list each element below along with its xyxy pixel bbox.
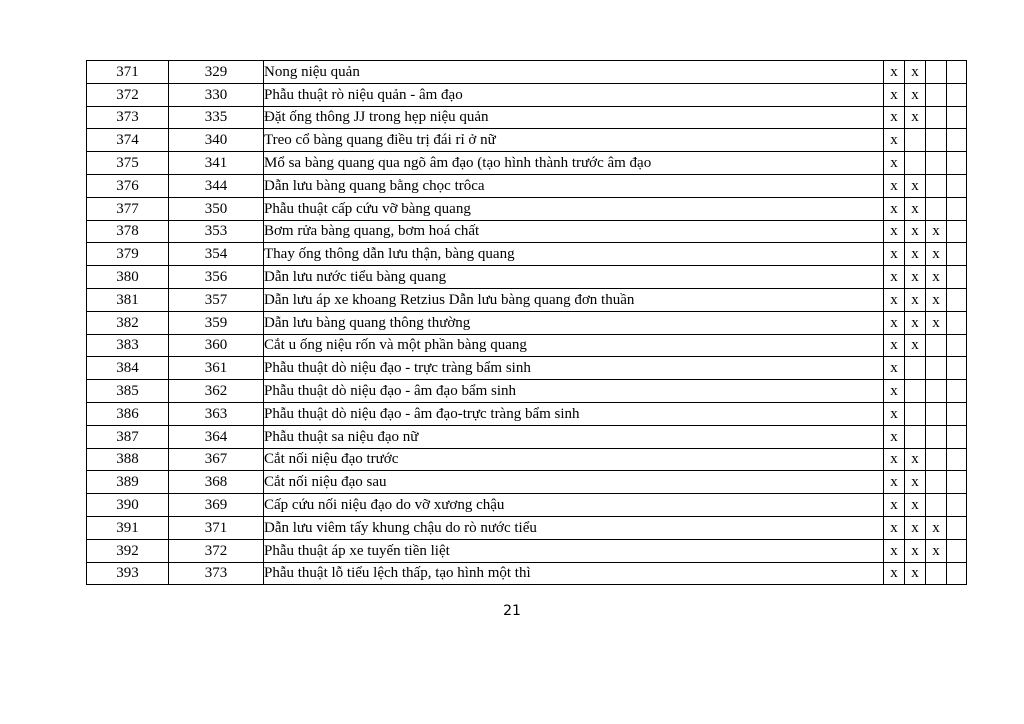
empty-cell [947, 380, 967, 403]
procedure-name-cell: Cấp cứu nối niệu đạo do vỡ xương chậu [264, 494, 884, 517]
mark-cell-2 [905, 106, 926, 129]
procedure-name-cell: Dẫn lưu viêm tấy khung chậu do rò nước tiểu [264, 516, 884, 539]
mark-cell-3 [926, 516, 947, 539]
mark-cell-2 [905, 152, 926, 175]
table-row [87, 197, 967, 220]
procedure-table-body [87, 61, 967, 585]
mark-cell-1 [884, 357, 905, 380]
row-index-cell: 379 [87, 243, 169, 266]
procedure-number-cell: 368 [169, 471, 264, 494]
mark-cell-1 [884, 471, 905, 494]
row-index-cell: 384 [87, 357, 169, 380]
table-row [87, 311, 967, 334]
table-row [87, 220, 967, 243]
mark-value: x [932, 291, 940, 308]
mark-value: x [911, 246, 919, 263]
mark-cell-1 [884, 562, 905, 585]
mark-value: x [890, 337, 898, 354]
empty-cell [947, 266, 967, 289]
mark-value: x [890, 291, 898, 308]
mark-cell-1 [884, 152, 905, 175]
procedure-name-cell: Nong niệu quản [264, 61, 884, 84]
table-row [87, 334, 967, 357]
mark-value: x [890, 474, 898, 491]
page-number: 21 [503, 603, 521, 619]
mark-cell-1 [884, 243, 905, 266]
mark-value: x [932, 314, 940, 331]
empty-cell [947, 448, 967, 471]
mark-cell-3 [926, 197, 947, 220]
procedure-number-cell: 359 [169, 311, 264, 334]
empty-cell [947, 494, 967, 517]
mark-cell-1 [884, 539, 905, 562]
mark-cell-3 [926, 174, 947, 197]
procedure-number-cell: 357 [169, 288, 264, 311]
mark-cell-1 [884, 106, 905, 129]
mark-value: x [890, 246, 898, 263]
table-row [87, 425, 967, 448]
mark-value: x [911, 474, 919, 491]
row-index-cell: 371 [87, 61, 169, 84]
mark-value: x [890, 428, 898, 445]
procedure-number-cell: 353 [169, 220, 264, 243]
procedure-number-cell: 362 [169, 380, 264, 403]
mark-cell-1 [884, 61, 905, 84]
mark-cell-1 [884, 174, 905, 197]
mark-cell-2 [905, 288, 926, 311]
mark-cell-1 [884, 402, 905, 425]
mark-value: x [911, 63, 919, 80]
mark-value: x [932, 246, 940, 263]
procedure-name-cell: Phẫu thuật dò niệu đạo - trực tràng bẩm sinh [264, 357, 884, 380]
empty-cell [947, 83, 967, 106]
mark-cell-2 [905, 448, 926, 471]
mark-value: x [911, 314, 919, 331]
procedure-number-cell: 360 [169, 334, 264, 357]
mark-cell-2 [905, 83, 926, 106]
mark-value: x [890, 360, 898, 377]
table-row [87, 152, 967, 175]
mark-cell-1 [884, 266, 905, 289]
procedure-name-cell: Phẫu thuật lỗ tiểu lệch thấp, tạo hình một thì [264, 562, 884, 585]
mark-value: x [890, 109, 898, 126]
mark-cell-2 [905, 266, 926, 289]
procedure-number-cell: 356 [169, 266, 264, 289]
empty-cell [947, 129, 967, 152]
mark-value: x [890, 565, 898, 582]
empty-cell [947, 425, 967, 448]
mark-value: x [911, 496, 919, 513]
mark-cell-1 [884, 311, 905, 334]
table-row [87, 106, 967, 129]
procedure-name-cell: Dẫn lưu bàng quang thông thường [264, 311, 884, 334]
mark-value: x [911, 177, 919, 194]
empty-cell [947, 311, 967, 334]
mark-cell-3 [926, 266, 947, 289]
mark-cell-1 [884, 448, 905, 471]
mark-cell-2 [905, 129, 926, 152]
mark-cell-3 [926, 220, 947, 243]
table-row [87, 288, 967, 311]
procedure-name-cell: Bơm rửa bàng quang, bơm hoá chất [264, 220, 884, 243]
mark-cell-3 [926, 425, 947, 448]
mark-value: x [890, 223, 898, 240]
mark-value: x [890, 200, 898, 217]
procedure-number-cell: 364 [169, 425, 264, 448]
mark-cell-1 [884, 516, 905, 539]
table-row [87, 494, 967, 517]
mark-cell-3 [926, 380, 947, 403]
table-row [87, 61, 967, 84]
procedure-number-cell: 354 [169, 243, 264, 266]
mark-value: x [911, 268, 919, 285]
procedure-name-cell: Phẫu thuật áp xe tuyến tiền liệt [264, 539, 884, 562]
row-index-cell: 382 [87, 311, 169, 334]
row-index-cell: 390 [87, 494, 169, 517]
procedure-name-cell: Dẫn lưu nước tiểu bàng quang [264, 266, 884, 289]
row-index-cell: 381 [87, 288, 169, 311]
row-index-cell: 376 [87, 174, 169, 197]
procedure-number-cell: 363 [169, 402, 264, 425]
procedure-number-cell: 373 [169, 562, 264, 585]
mark-cell-1 [884, 380, 905, 403]
mark-cell-2 [905, 243, 926, 266]
mark-value: x [890, 63, 898, 80]
procedure-number-cell: 340 [169, 129, 264, 152]
mark-value: x [890, 382, 898, 399]
mark-cell-2 [905, 494, 926, 517]
table-row [87, 402, 967, 425]
table-row [87, 471, 967, 494]
mark-cell-3 [926, 334, 947, 357]
empty-cell [947, 334, 967, 357]
mark-cell-3 [926, 471, 947, 494]
mark-cell-3 [926, 448, 947, 471]
mark-value: x [911, 291, 919, 308]
mark-value: x [932, 268, 940, 285]
procedure-number-cell: 372 [169, 539, 264, 562]
procedure-number-cell: 369 [169, 494, 264, 517]
mark-value: x [890, 496, 898, 513]
mark-cell-3 [926, 106, 947, 129]
row-index-cell: 391 [87, 516, 169, 539]
procedure-number-cell: 329 [169, 61, 264, 84]
row-index-cell: 374 [87, 129, 169, 152]
empty-cell [947, 562, 967, 585]
mark-value: x [890, 154, 898, 171]
mark-value: x [890, 268, 898, 285]
empty-cell [947, 220, 967, 243]
row-index-cell: 388 [87, 448, 169, 471]
empty-cell [947, 288, 967, 311]
table-row [87, 516, 967, 539]
mark-cell-2 [905, 539, 926, 562]
procedure-name-cell: Phẫu thuật sa niệu đạo nữ [264, 425, 884, 448]
mark-value: x [890, 314, 898, 331]
mark-cell-3 [926, 152, 947, 175]
procedure-name-cell: Dẫn lưu áp xe khoang Retzius Dẫn lưu bàng quang đơn thuần [264, 288, 884, 311]
mark-cell-2 [905, 311, 926, 334]
mark-cell-3 [926, 288, 947, 311]
mark-value: x [932, 542, 940, 559]
mark-cell-3 [926, 357, 947, 380]
table-row [87, 539, 967, 562]
empty-cell [947, 516, 967, 539]
row-index-cell: 386 [87, 402, 169, 425]
mark-cell-3 [926, 494, 947, 517]
table-row [87, 357, 967, 380]
empty-cell [947, 402, 967, 425]
mark-cell-3 [926, 311, 947, 334]
table-row [87, 243, 967, 266]
mark-cell-3 [926, 402, 947, 425]
mark-cell-1 [884, 288, 905, 311]
empty-cell [947, 243, 967, 266]
mark-cell-3 [926, 539, 947, 562]
procedure-name-cell: Dẫn lưu bàng quang bằng chọc trôca [264, 174, 884, 197]
procedure-number-cell: 367 [169, 448, 264, 471]
mark-cell-2 [905, 61, 926, 84]
empty-cell [947, 357, 967, 380]
mark-cell-1 [884, 334, 905, 357]
table-row [87, 83, 967, 106]
row-index-cell: 389 [87, 471, 169, 494]
procedure-number-cell: 361 [169, 357, 264, 380]
mark-value: x [890, 405, 898, 422]
mark-value: x [932, 519, 940, 536]
table-row [87, 129, 967, 152]
procedure-name-cell: Cắt nối niệu đạo sau [264, 471, 884, 494]
empty-cell [947, 61, 967, 84]
row-index-cell: 378 [87, 220, 169, 243]
table-row [87, 380, 967, 403]
procedure-name-cell: Phẫu thuật dò niệu đạo - âm đạo-trực tràng bẩm sinh [264, 402, 884, 425]
procedure-name-cell: Cắt nối niệu đạo trước [264, 448, 884, 471]
procedure-number-cell: 330 [169, 83, 264, 106]
mark-cell-2 [905, 402, 926, 425]
table-row [87, 448, 967, 471]
empty-cell [947, 197, 967, 220]
row-index-cell: 385 [87, 380, 169, 403]
empty-cell [947, 174, 967, 197]
mark-cell-1 [884, 425, 905, 448]
procedure-name-cell: Thay ống thông dẫn lưu thận, bàng quang [264, 243, 884, 266]
mark-value: x [932, 223, 940, 240]
mark-value: x [911, 451, 919, 468]
procedure-number-cell: 335 [169, 106, 264, 129]
mark-cell-2 [905, 380, 926, 403]
mark-cell-2 [905, 562, 926, 585]
mark-value: x [911, 86, 919, 103]
row-index-cell: 375 [87, 152, 169, 175]
mark-value: x [890, 132, 898, 149]
procedure-name-cell: Mổ sa bàng quang qua ngõ âm đạo (tạo hình thành trước âm đạo [264, 152, 884, 175]
procedure-number-cell: 344 [169, 174, 264, 197]
mark-cell-2 [905, 425, 926, 448]
row-index-cell: 393 [87, 562, 169, 585]
mark-cell-2 [905, 174, 926, 197]
procedure-number-cell: 341 [169, 152, 264, 175]
empty-cell [947, 106, 967, 129]
mark-cell-1 [884, 83, 905, 106]
table-row [87, 266, 967, 289]
mark-cell-2 [905, 516, 926, 539]
mark-cell-2 [905, 471, 926, 494]
mark-value: x [911, 223, 919, 240]
mark-cell-3 [926, 243, 947, 266]
empty-cell [947, 471, 967, 494]
procedure-name-cell: Cắt u ống niệu rốn và một phần bàng quang [264, 334, 884, 357]
row-index-cell: 383 [87, 334, 169, 357]
mark-value: x [911, 200, 919, 217]
mark-value: x [911, 519, 919, 536]
mark-value: x [890, 177, 898, 194]
mark-cell-3 [926, 61, 947, 84]
procedure-name-cell: Phẫu thuật rò niệu quản - âm đạo [264, 83, 884, 106]
row-index-cell: 380 [87, 266, 169, 289]
table-row [87, 562, 967, 585]
row-index-cell: 392 [87, 539, 169, 562]
mark-cell-2 [905, 357, 926, 380]
procedure-name-cell: Phẫu thuật cấp cứu vỡ bàng quang [264, 197, 884, 220]
mark-cell-2 [905, 334, 926, 357]
mark-value: x [890, 86, 898, 103]
mark-cell-1 [884, 129, 905, 152]
mark-cell-1 [884, 494, 905, 517]
procedure-name-cell: Treo cổ bàng quang điều trị đái rỉ ở nữ [264, 129, 884, 152]
table-row [87, 174, 967, 197]
procedure-table [86, 60, 967, 585]
procedure-name-cell: Phẫu thuật dò niệu đạo - âm đạo bẩm sinh [264, 380, 884, 403]
procedure-name-cell: Đặt ống thông JJ trong hẹp niệu quản [264, 106, 884, 129]
row-index-cell: 377 [87, 197, 169, 220]
row-index-cell: 387 [87, 425, 169, 448]
mark-cell-3 [926, 562, 947, 585]
mark-value: x [911, 337, 919, 354]
mark-cell-3 [926, 129, 947, 152]
empty-cell [947, 539, 967, 562]
empty-cell [947, 152, 967, 175]
mark-value: x [890, 451, 898, 468]
mark-value: x [911, 109, 919, 126]
mark-cell-1 [884, 197, 905, 220]
mark-value: x [911, 565, 919, 582]
row-index-cell: 372 [87, 83, 169, 106]
mark-cell-2 [905, 220, 926, 243]
procedure-number-cell: 350 [169, 197, 264, 220]
row-index-cell: 373 [87, 106, 169, 129]
mark-value: x [890, 519, 898, 536]
mark-value: x [911, 542, 919, 559]
procedure-number-cell: 371 [169, 516, 264, 539]
mark-cell-1 [884, 220, 905, 243]
mark-value: x [890, 542, 898, 559]
mark-cell-3 [926, 83, 947, 106]
mark-cell-2 [905, 197, 926, 220]
